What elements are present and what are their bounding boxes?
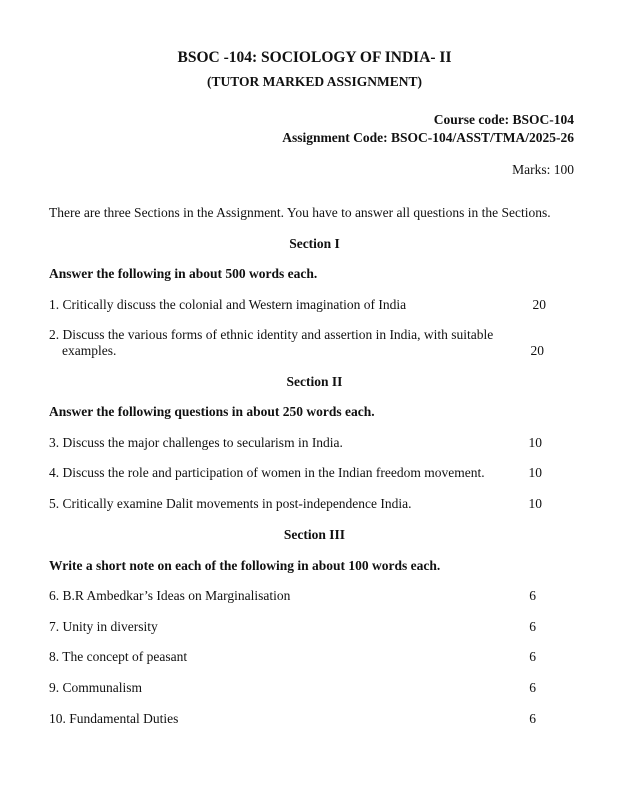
question-text: 6. B.R Ambedkar’s Ideas on Marginalisation: [49, 588, 291, 603]
section-heading: Section II: [286, 374, 343, 389]
question-marks: 6: [529, 588, 536, 603]
question-text: 5. Critically examine Dalit movements in post-independence India.: [49, 496, 412, 511]
total-marks: Marks: 100: [512, 162, 574, 177]
question-text: 7. Unity in diversity: [49, 619, 158, 634]
document-subtitle: (TUTOR MARKED ASSIGNMENT): [206, 74, 423, 89]
section-heading: Section III: [283, 527, 346, 542]
question-text: 1. Critically discuss the colonial and Western imagination of India: [49, 297, 407, 312]
question-marks: 20: [530, 343, 544, 358]
question-marks: 20: [532, 297, 546, 312]
section-instruction: Answer the following questions in about 250 words each.: [49, 404, 375, 419]
question-text: 2. Discuss the various forms of ethnic identity and assertion in India, with suitable: [49, 327, 494, 342]
question-text-continued: examples.: [62, 343, 117, 358]
course-code: Course code: BSOC-104: [433, 112, 574, 127]
question-marks: 6: [529, 619, 536, 634]
assignment-code: Assignment Code: BSOC-104/ASST/TMA/2025-26: [282, 130, 574, 145]
question-text: 4. Discuss the role and participation of women in the Indian freedom movement.: [49, 465, 485, 480]
question-marks: 10: [528, 465, 542, 480]
question-marks: 6: [529, 711, 536, 726]
document-title: BSOC -104: SOCIOLOGY OF INDIA- II: [177, 49, 452, 66]
question-text: 10. Fundamental Duties: [49, 711, 179, 726]
question-text: 8. The concept of peasant: [49, 649, 188, 664]
section-heading: Section I: [289, 236, 340, 251]
section-instruction: Answer the following in about 500 words each.: [49, 266, 318, 281]
question-marks: 6: [529, 680, 536, 695]
question-text: 3. Discuss the major challenges to secularism in India.: [49, 435, 343, 450]
question-text: 9. Communalism: [49, 680, 143, 695]
intro-text: There are three Sections in the Assignment. You have to answer all questions in the Sections.: [49, 205, 551, 220]
question-marks: 10: [528, 435, 542, 450]
section-instruction: Write a short note on each of the following in about 100 words each.: [49, 558, 441, 573]
question-marks: 6: [529, 649, 536, 664]
question-marks: 10: [528, 496, 542, 511]
